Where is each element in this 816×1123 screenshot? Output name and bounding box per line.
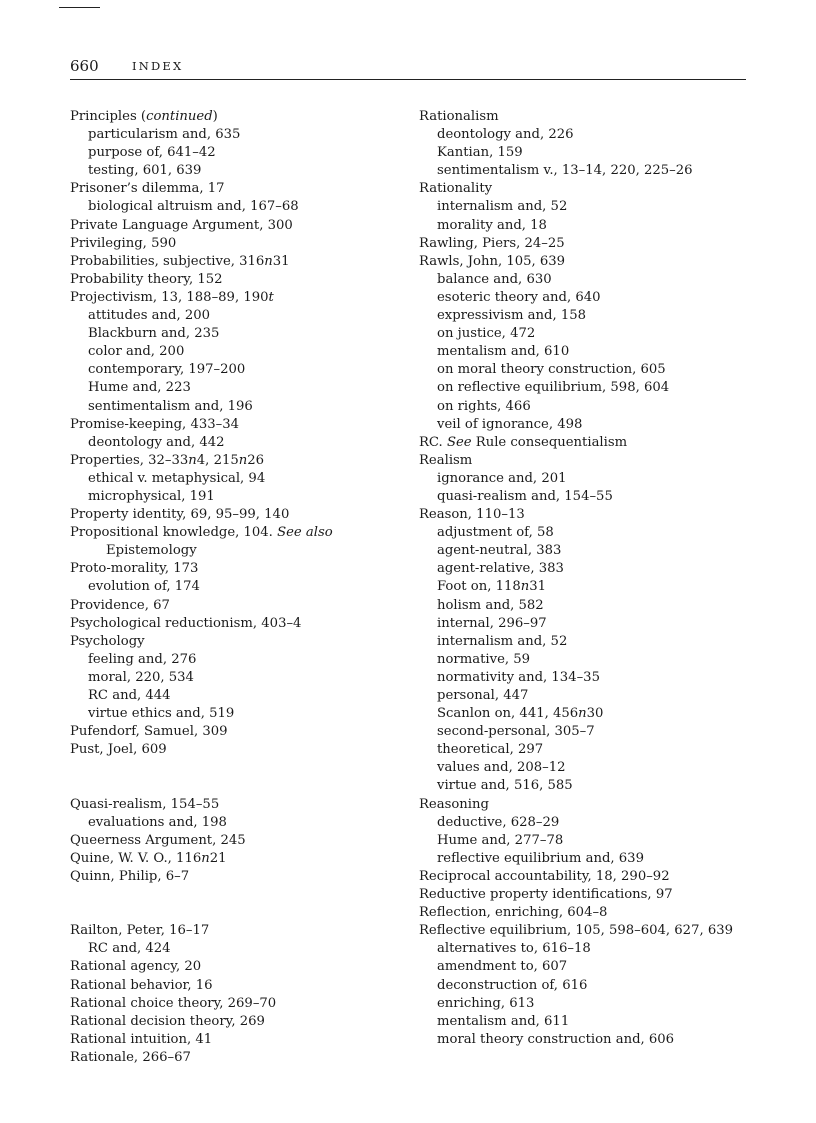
index-subentry: moral theory construction and, 606 [437,1031,675,1047]
index-subentry: enriching, 613 [437,995,535,1011]
index-entry: Railton, Peter, 16–17 [70,923,210,939]
index-subentry: attitudes and, 200 [88,308,211,324]
index-entry: Reflection, enriching, 604–8 [419,905,608,921]
page-number: 660 [70,57,99,75]
index-subentry: on rights, 466 [437,398,531,414]
index-gap [70,904,400,922]
index-subentry: on justice, 472 [437,326,536,342]
index-entry: Privileging, 590 [70,235,177,251]
index-entry: Proto-morality, 173 [70,561,199,577]
index-subentry: sentimentalism and, 196 [88,398,253,414]
index-subentry: values and, 208–12 [437,760,566,776]
index-entry: Rational agency, 20 [70,959,202,975]
running-head: INDEX [132,59,184,73]
index-subentry: particularism and, 635 [88,127,241,143]
index-gap [70,777,400,795]
index-subentry: moral, 220, 534 [88,669,194,685]
index-subentry: Foot on, 118n31 [437,579,547,595]
index-subentry: internalism and, 52 [437,633,568,649]
index-subentry: mentalism and, 610 [437,344,570,360]
index-subentry: adjustment of, 58 [437,525,554,541]
index-subentry: esoteric theory and, 640 [437,289,601,305]
index-entry: Rational behavior, 16 [70,977,213,993]
crop-mark [59,0,100,8]
index-entry: Projectivism, 13, 188–89, 190t [70,289,274,305]
index-subentry: deconstruction of, 616 [437,977,588,993]
index-entry: Quasi-realism, 154–55 [70,796,220,812]
index-subentry: quasi-realism and, 154–55 [437,488,613,504]
index-entry: Realism [419,452,473,468]
index-subentry: agent-neutral, 383 [437,543,562,559]
index-subentry: balance and, 630 [437,271,552,287]
index-subentry: deductive, 628–29 [437,814,560,830]
index-entry: Rational intuition, 41 [70,1031,213,1047]
index-subentry: Scanlon on, 441, 456n30 [437,706,604,722]
index-gap [70,759,400,777]
index-subentry: RC and, 424 [88,941,171,957]
index-entry: Rawling, Piers, 24–25 [419,235,565,251]
index-subentry: Blackburn and, 235 [88,326,220,342]
index-gap [70,886,400,904]
index-subentry: testing, 601, 639 [88,163,202,179]
index-subentry: agent-relative, 383 [437,561,564,577]
index-subentry: contemporary, 197–200 [88,362,246,378]
index-entry: Reflective equilibrium, 105, 598–604, 627, 639 [419,923,734,939]
index-subentry: on reflective equilibrium, 598, 604 [437,380,670,396]
index-entry: Principles (continued) [70,109,218,124]
index-entry: Private Language Argument, 300 [70,217,293,233]
index-subentry: reflective equilibrium and, 639 [437,850,644,866]
index-subentry: mentalism and, 611 [437,1013,570,1029]
index-entry: Quinn, Philip, 6–7 [70,868,190,884]
index-entry: Reasoning [419,796,489,812]
index-subentry: Epistemology [106,543,197,559]
index-subentry: virtue and, 516, 585 [437,778,573,794]
index-column-right [419,108,759,1049]
index-subentry: veil of ignorance, 498 [437,416,583,432]
index-entry: Prisoner’s dilemma, 17 [70,181,225,197]
index-entry: Quine, W. V. O., 116n21 [70,850,227,866]
index-subentry: RC and, 444 [88,688,171,703]
index-entry: Providence, 67 [70,597,170,613]
index-subentry: morality and, 18 [437,217,547,233]
index-entry: Rationale, 266–67 [70,1049,191,1065]
index-subentry: second-personal, 305–7 [437,724,595,740]
index-subentry: holism and, 582 [437,597,544,613]
index-subentry: feeling and, 276 [88,651,197,667]
index-entry: Rationalism [419,109,499,124]
index-entry: Pust, Joel, 609 [70,742,167,758]
index-subentry: internal, 296–97 [437,615,547,631]
index-subentry: purpose of, 641–42 [88,145,216,161]
index-subentry: normativity and, 134–35 [437,669,600,685]
index-subentry: Hume and, 223 [88,380,191,396]
index-subentry: microphysical, 191 [88,488,215,504]
index-entry: Reciprocal accountability, 18, 290–92 [419,868,670,884]
index-subentry: deontology and, 442 [88,434,225,450]
index-subentry: Hume and, 277–78 [437,832,564,848]
index-entry: Promise-keeping, 433–34 [70,416,239,432]
index-entry: Propositional knowledge, 104. See also [70,525,333,541]
index-column-left [70,108,400,1067]
index-entry: Pufendorf, Samuel, 309 [70,724,228,740]
index-subentry: virtue ethics and, 519 [88,706,235,722]
index-entry: Probabilities, subjective, 316n31 [70,253,290,269]
index-subentry: on moral theory construction, 605 [437,362,666,378]
index-entry: Probability theory, 152 [70,271,223,287]
index-subentry: ethical v. metaphysical, 94 [88,470,266,486]
index-entry: Psychological reductionism, 403–4 [70,615,302,631]
index-subentry: evaluations and, 198 [88,814,227,830]
index-entry: Reductive property identifications, 97 [419,887,673,903]
index-subentry: normative, 59 [437,651,531,667]
index-subentry: evolution of, 174 [88,579,200,595]
index-subentry: deontology and, 226 [437,127,574,143]
index-subentry: biological altruism and, 167–68 [88,199,299,215]
index-entry: Rational decision theory, 269 [70,1013,265,1029]
index-subentry: internalism and, 52 [437,199,568,215]
index-entry: RC. See Rule consequentialism [419,434,628,450]
index-subentry: ignorance and, 201 [437,470,567,486]
index-entry: Rational choice theory, 269–70 [70,995,277,1011]
index-entry: Property identity, 69, 95–99, 140 [70,507,290,523]
index-entry: Psychology [70,633,145,649]
index-subentry: personal, 447 [437,688,529,703]
index-entry: Reason, 110–13 [419,507,525,523]
index-subentry: amendment to, 607 [437,959,568,975]
index-subentry: Kantian, 159 [437,145,523,161]
index-subentry: sentimentalism v., 13–14, 220, 225–26 [437,163,693,179]
index-entry: Properties, 32–33n4, 215n26 [70,452,265,468]
index-subentry: color and, 200 [88,344,185,360]
index-entry: Rationality [419,181,493,197]
index-subentry: expressivism and, 158 [437,308,587,324]
index-entry: Rawls, John, 105, 639 [419,253,566,269]
index-entry: Queerness Argument, 245 [70,832,246,848]
running-header [70,57,746,80]
index-subentry: alternatives to, 616–18 [437,941,591,957]
index-subentry: theoretical, 297 [437,742,544,758]
